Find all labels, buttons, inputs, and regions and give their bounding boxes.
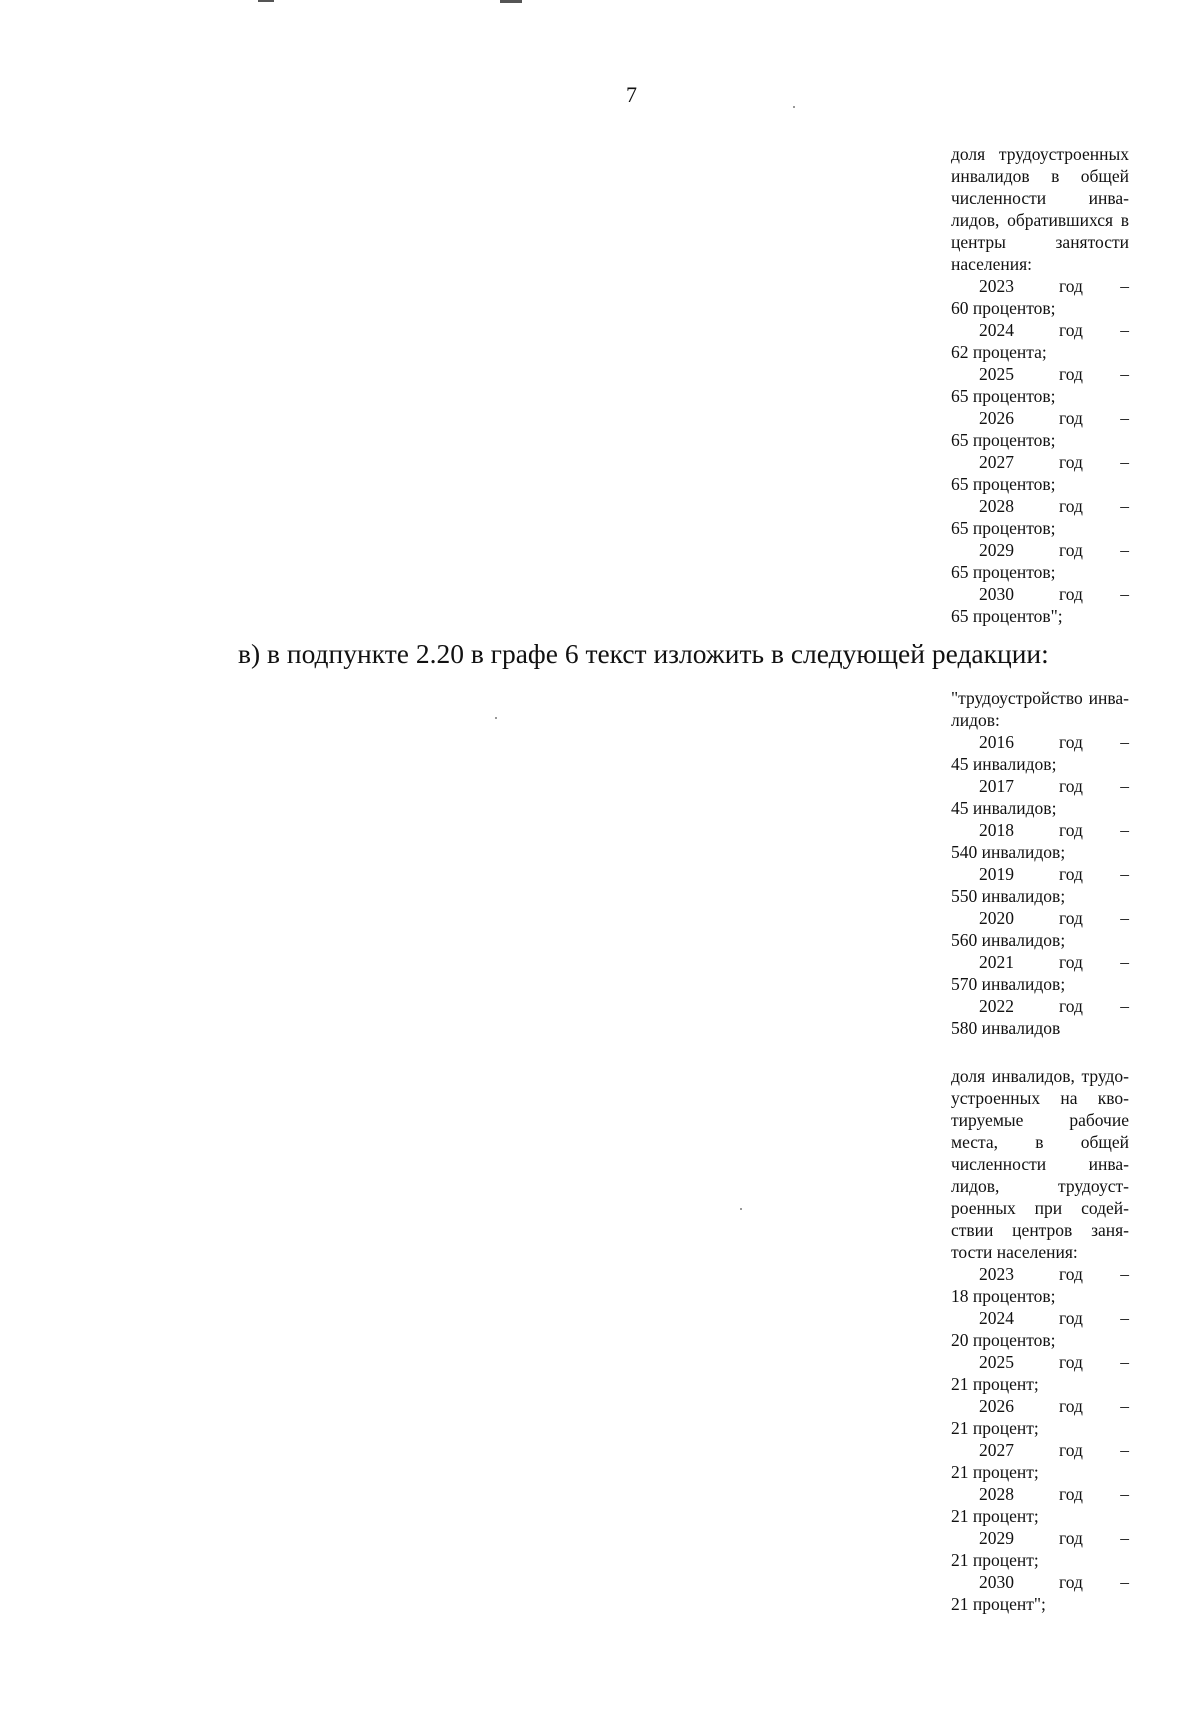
dash: – xyxy=(1120,1264,1129,1284)
year-label: 2025 xyxy=(979,1352,1014,1372)
indicator-description xyxy=(951,1065,1129,1263)
page-number: 7 xyxy=(626,82,637,107)
year-word: год xyxy=(1059,584,1083,604)
year-row xyxy=(951,863,1129,885)
year-row xyxy=(951,1395,1129,1417)
year-label: 2020 xyxy=(979,908,1014,928)
indicator-quota-share xyxy=(951,1065,1129,1615)
target-value: 20 процентов; xyxy=(951,1330,1056,1350)
scan-speck xyxy=(740,1208,742,1210)
description-line: устроенных на кво- xyxy=(951,1088,1129,1108)
target-value: 21 процент"; xyxy=(951,1594,1046,1614)
year-row xyxy=(951,275,1129,297)
year-word: год xyxy=(1059,864,1083,884)
description-line: ствии центров заня- xyxy=(951,1220,1129,1240)
dash: – xyxy=(1120,320,1129,340)
year-row xyxy=(951,951,1129,973)
year-word: год xyxy=(1059,540,1083,560)
target-value: 65 процентов; xyxy=(951,474,1056,494)
target-value: 560 инвалидов; xyxy=(951,930,1066,950)
year-label: 2023 xyxy=(979,276,1014,296)
indicator-employed-share xyxy=(951,143,1129,627)
dash: – xyxy=(1120,364,1129,384)
target-value: 580 инвалидов xyxy=(951,1018,1061,1038)
dash: – xyxy=(1120,864,1129,884)
year-label: 2027 xyxy=(979,452,1014,472)
target-value: 62 процента; xyxy=(951,342,1047,362)
year-word: год xyxy=(1059,908,1083,928)
year-word: год xyxy=(1059,820,1083,840)
dash: – xyxy=(1120,1440,1129,1460)
target-value: 65 процентов; xyxy=(951,562,1056,582)
year-word: год xyxy=(1059,1308,1083,1328)
indicator-description xyxy=(951,687,1129,731)
target-value: 21 процент; xyxy=(951,1550,1039,1570)
target-value: 18 процентов; xyxy=(951,1286,1056,1306)
year-row xyxy=(951,1527,1129,1549)
year-label: 2016 xyxy=(979,732,1014,752)
year-row xyxy=(951,319,1129,341)
year-row xyxy=(951,407,1129,429)
dash: – xyxy=(1120,952,1129,972)
year-word: год xyxy=(1059,1264,1083,1284)
dash: – xyxy=(1120,584,1129,604)
year-label: 2024 xyxy=(979,320,1014,340)
target-value: 550 инвалидов; xyxy=(951,886,1066,906)
year-row xyxy=(951,1307,1129,1329)
year-row xyxy=(951,1571,1129,1593)
dash: – xyxy=(1120,1396,1129,1416)
year-row xyxy=(951,995,1129,1017)
dash: – xyxy=(1120,776,1129,796)
year-word: год xyxy=(1059,952,1083,972)
target-value: 65 процентов; xyxy=(951,430,1056,450)
year-label: 2030 xyxy=(979,584,1014,604)
year-row xyxy=(951,907,1129,929)
year-word: год xyxy=(1059,1352,1083,1372)
year-row xyxy=(951,775,1129,797)
description-line: населения: xyxy=(951,254,1033,274)
description-line: в центры занятости xyxy=(951,210,1129,252)
year-label: 2017 xyxy=(979,776,1014,796)
dash: – xyxy=(1120,908,1129,928)
description-line: доля инвалидов, трудо- xyxy=(951,1066,1129,1086)
description-line: инвалидов в общей xyxy=(951,166,1129,186)
dash: – xyxy=(1120,540,1129,560)
scan-mark xyxy=(258,0,274,2)
dash: – xyxy=(1120,408,1129,428)
year-word: год xyxy=(1059,1484,1083,1504)
target-value: 45 инвалидов; xyxy=(951,754,1057,774)
target-value: 21 процент; xyxy=(951,1506,1039,1526)
dash: – xyxy=(1120,1572,1129,1592)
year-word: год xyxy=(1059,452,1083,472)
year-label: 2028 xyxy=(979,496,1014,516)
year-word: год xyxy=(1059,496,1083,516)
year-word: год xyxy=(1059,320,1083,340)
year-word: год xyxy=(1059,996,1083,1016)
year-label: 2028 xyxy=(979,1484,1014,1504)
description-line: роенных при содей- xyxy=(951,1198,1129,1218)
description-line: лидов: xyxy=(951,710,1000,730)
description-line: места, в общей xyxy=(951,1132,1129,1152)
year-word: год xyxy=(1059,1528,1083,1548)
year-word: год xyxy=(1059,776,1083,796)
target-value: 65 процентов; xyxy=(951,386,1056,406)
year-label: 2027 xyxy=(979,1440,1014,1460)
dash: – xyxy=(1120,732,1129,752)
dash: – xyxy=(1120,996,1129,1016)
target-value: 21 процент; xyxy=(951,1374,1039,1394)
year-row xyxy=(951,819,1129,841)
description-line: численности инва- xyxy=(951,188,1129,208)
year-word: год xyxy=(1059,1396,1083,1416)
target-value: 21 процент; xyxy=(951,1462,1039,1482)
target-value: 45 инвалидов; xyxy=(951,798,1057,818)
indicator-description xyxy=(951,143,1129,275)
description-line: тости населения: xyxy=(951,1242,1078,1262)
description-line: тируемые рабочие xyxy=(951,1110,1129,1130)
target-value: 60 процентов; xyxy=(951,298,1056,318)
description-line: лидов, обратившихся xyxy=(951,210,1114,230)
dash: – xyxy=(1120,1484,1129,1504)
target-value: 21 процент; xyxy=(951,1418,1039,1438)
year-row xyxy=(951,1439,1129,1461)
dash: – xyxy=(1120,496,1129,516)
year-row xyxy=(951,1483,1129,1505)
description-line: "трудоустройство инва- xyxy=(951,688,1129,708)
dash: – xyxy=(1120,1352,1129,1372)
year-row xyxy=(951,363,1129,385)
year-word: год xyxy=(1059,276,1083,296)
scan-speck xyxy=(495,717,497,719)
year-word: год xyxy=(1059,1572,1083,1592)
target-value: 540 инвалидов; xyxy=(951,842,1066,862)
year-row xyxy=(951,731,1129,753)
year-word: год xyxy=(1059,732,1083,752)
year-row xyxy=(951,583,1129,605)
year-word: год xyxy=(1059,408,1083,428)
year-label: 2024 xyxy=(979,1308,1014,1328)
year-row xyxy=(951,539,1129,561)
year-word: год xyxy=(1059,364,1083,384)
amendment-instruction: в) в подпункте 2.20 в графе 6 текст изложить в следующей редакции: xyxy=(238,638,1049,669)
indicator-employment-count xyxy=(951,687,1129,1039)
year-label: 2029 xyxy=(979,540,1014,560)
dash: – xyxy=(1120,452,1129,472)
year-label: 2029 xyxy=(979,1528,1014,1548)
year-label: 2021 xyxy=(979,952,1014,972)
scan-mark xyxy=(500,0,522,3)
dash: – xyxy=(1120,1308,1129,1328)
year-row xyxy=(951,451,1129,473)
description-line: численности инва- xyxy=(951,1154,1129,1174)
year-label: 2026 xyxy=(979,408,1014,428)
dash: – xyxy=(1120,276,1129,296)
year-word: год xyxy=(1059,1440,1083,1460)
year-label: 2018 xyxy=(979,820,1014,840)
target-value: 65 процентов; xyxy=(951,518,1056,538)
target-value: 570 инвалидов; xyxy=(951,974,1066,994)
year-row xyxy=(951,1263,1129,1285)
year-row xyxy=(951,1351,1129,1373)
target-value: 65 процентов"; xyxy=(951,606,1063,626)
dash: – xyxy=(1120,1528,1129,1548)
year-label: 2026 xyxy=(979,1396,1014,1416)
year-label: 2023 xyxy=(979,1264,1014,1284)
scan-speck xyxy=(793,106,795,108)
year-row xyxy=(951,495,1129,517)
year-label: 2025 xyxy=(979,364,1014,384)
year-label: 2019 xyxy=(979,864,1014,884)
year-label: 2030 xyxy=(979,1572,1014,1592)
year-label: 2022 xyxy=(979,996,1014,1016)
description-line: доля трудоустроенных xyxy=(951,144,1129,164)
dash: – xyxy=(1120,820,1129,840)
description-line: лидов, трудоуст- xyxy=(951,1176,1129,1196)
